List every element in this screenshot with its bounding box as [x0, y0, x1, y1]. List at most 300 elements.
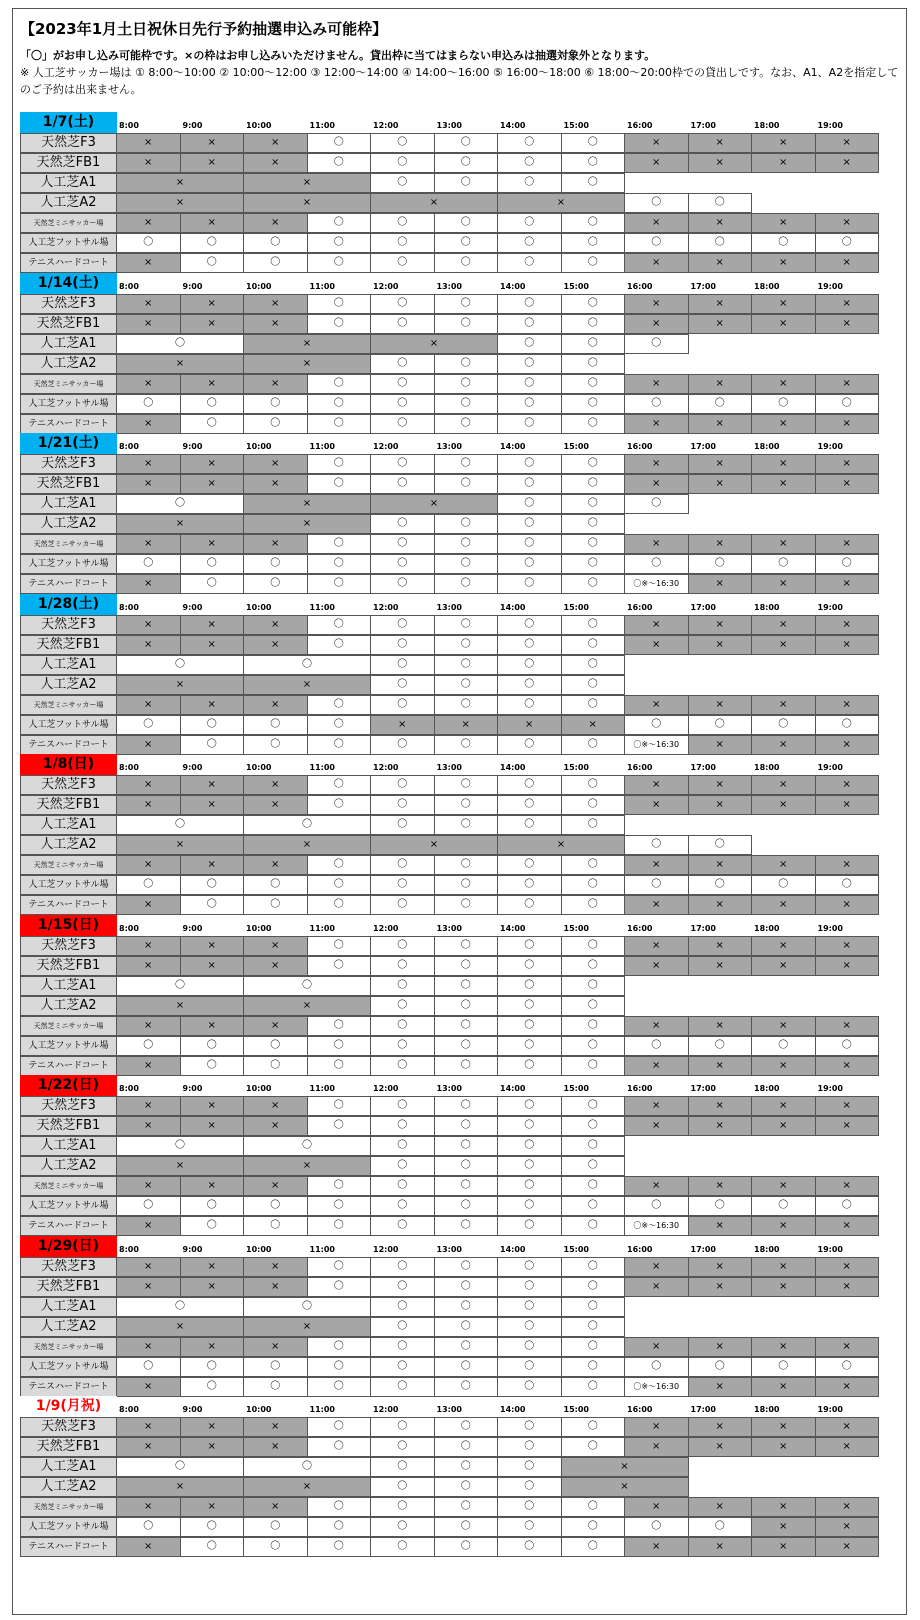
slot-available: 〇 — [434, 1357, 499, 1377]
slot-available: 〇 — [624, 1036, 689, 1056]
slot-unavailable: × — [624, 213, 689, 233]
slot-unavailable: × — [116, 534, 181, 554]
slot-available: 〇 — [370, 1036, 435, 1056]
time-label: 18:00 — [754, 763, 780, 772]
slot-available: 〇 — [434, 1457, 499, 1477]
slot-available: 〇 — [370, 795, 435, 815]
slot-unavailable: × — [751, 1377, 816, 1397]
slot-available: 〇 — [561, 1437, 626, 1457]
slot-available: 〇 — [307, 775, 372, 795]
facility-label: 人工芝A2 — [20, 514, 117, 534]
time-label: 14:00 — [500, 923, 526, 933]
facility-row — [20, 1497, 891, 1517]
slot-unavailable: × — [243, 514, 371, 534]
artificial-turf-note: ※ 人工芝サッカー場は ① 8:00～10:00 ② 10:00～12:00 ③ 12:00～14:00 ④ 14:00～16:00 ⑤ 16:00～18:00 ⑥ 18:00～20:00枠での貸出しです。なお、A1、A2を指定してのご予約は出来ません。 — [20, 66, 899, 96]
slot-available: 〇 — [307, 474, 372, 494]
time-label: 14:00 — [500, 1244, 526, 1254]
time-label: 17:00 — [690, 923, 716, 933]
time-label: 16:00 — [627, 763, 653, 772]
slot-available — [624, 1377, 689, 1397]
slot-unavailable: × — [180, 454, 245, 474]
day-table — [20, 754, 891, 910]
slot-available: 〇 — [497, 695, 562, 715]
slot-available: 〇 — [561, 1196, 626, 1216]
facility-label: 天然芝FB1 — [20, 1277, 117, 1297]
slot-unavailable: × — [243, 153, 308, 173]
day-table — [20, 273, 891, 429]
time-label: 12:00 — [373, 281, 399, 291]
slot-available: 〇 — [561, 454, 626, 474]
slot-available: 〇 — [243, 1377, 308, 1397]
slot-available: 〇 — [561, 635, 626, 655]
slot-available: 〇 — [307, 374, 372, 394]
slot-available: 〇 — [116, 715, 181, 735]
slot-available: 〇 — [370, 1016, 435, 1036]
tennis-time-note: 〇※～16:30 — [633, 739, 680, 749]
day-date-label: 1/15(日) — [20, 915, 117, 936]
slot-unavailable: × — [116, 314, 181, 334]
slot-unavailable: × — [751, 253, 816, 273]
facility-row — [20, 1457, 891, 1477]
slot-available: 〇 — [434, 615, 499, 635]
time-label: 17:00 — [690, 442, 716, 451]
slot-available: 〇 — [497, 1136, 562, 1156]
facility-label: 天然芝FB1 — [20, 1116, 117, 1136]
slot-available: 〇 — [434, 1096, 499, 1116]
slot-available: 〇 — [688, 394, 753, 414]
slot-available: 〇 — [434, 474, 499, 494]
slot-available: 〇 — [497, 675, 562, 695]
slot-available: 〇 — [243, 976, 371, 996]
slot-available: 〇 — [370, 735, 435, 755]
facility-label: 人工芝A1 — [20, 494, 117, 514]
time-label: 11:00 — [309, 442, 335, 451]
slot-available: 〇 — [243, 895, 308, 915]
slot-available: 〇 — [434, 655, 499, 675]
slot-unavailable: × — [751, 1257, 816, 1277]
day-date-label: 1/28(土) — [20, 594, 117, 615]
slot-unavailable: × — [815, 635, 880, 655]
slot-available: 〇 — [497, 815, 562, 835]
facility-label: 天然芝ミニサッカー場 — [20, 1497, 117, 1517]
day-table — [20, 1236, 891, 1392]
slot-available: 〇 — [307, 153, 372, 173]
facility-label: 人工芝A2 — [20, 675, 117, 695]
time-label: 12:00 — [373, 121, 399, 130]
time-label: 9:00 — [182, 442, 203, 451]
slot-unavailable: × — [243, 213, 308, 233]
slot-available: 〇 — [497, 936, 562, 956]
facility-row — [20, 635, 891, 655]
facility-label: テニスハードコート — [20, 1377, 117, 1397]
slot-unavailable: × — [815, 1417, 880, 1437]
slot-unavailable: × — [243, 1096, 308, 1116]
facility-row — [20, 1277, 891, 1297]
slot-available: 〇 — [243, 394, 308, 414]
slot-unavailable: × — [243, 354, 371, 374]
slot-unavailable: × — [243, 936, 308, 956]
slot-available: 〇 — [434, 775, 499, 795]
slot-available: 〇 — [815, 554, 880, 574]
slot-available: 〇 — [434, 1036, 499, 1056]
slot-unavailable: × — [624, 133, 689, 153]
slot-unavailable: × — [624, 253, 689, 273]
facility-label: 天然芝F3 — [20, 936, 117, 956]
slot-available: 〇 — [307, 956, 372, 976]
slot-available: 〇 — [434, 1257, 499, 1277]
time-label: 15:00 — [563, 121, 589, 130]
time-label: 19:00 — [817, 1405, 843, 1414]
slot-available: 〇 — [497, 956, 562, 976]
slot-available: 〇 — [307, 895, 372, 915]
slot-available: 〇 — [497, 354, 562, 374]
slot-available: 〇 — [497, 233, 562, 253]
slot-available: 〇 — [370, 534, 435, 554]
slot-unavailable: × — [116, 1216, 181, 1236]
slot-available: 〇 — [497, 1196, 562, 1216]
facility-label: 天然芝F3 — [20, 1096, 117, 1116]
slot-unavailable: × — [116, 1277, 181, 1297]
slot-unavailable: × — [751, 795, 816, 815]
slot-available: 〇 — [307, 554, 372, 574]
slot-unavailable: × — [815, 374, 880, 394]
time-label: 14:00 — [500, 602, 526, 612]
time-label: 19:00 — [817, 602, 843, 612]
slot-available: 〇 — [561, 615, 626, 635]
slot-unavailable: × — [751, 855, 816, 875]
slot-available: 〇 — [434, 1537, 499, 1557]
slot-unavailable: × — [688, 133, 753, 153]
facility-row — [20, 1317, 891, 1337]
slot-available: 〇 — [751, 554, 816, 574]
slot-available: 〇 — [180, 1517, 245, 1537]
time-label: 10:00 — [246, 923, 272, 933]
time-label: 10:00 — [246, 121, 272, 130]
slot-unavailable: × — [116, 1377, 181, 1397]
facility-label: 天然芝FB1 — [20, 314, 117, 334]
slot-available: 〇 — [434, 414, 499, 434]
facility-label: 天然芝ミニサッカー場 — [20, 1176, 117, 1196]
slot-unavailable: × — [243, 675, 371, 695]
slot-unavailable: × — [815, 1257, 880, 1277]
slot-unavailable: × — [180, 956, 245, 976]
facility-row — [20, 615, 891, 635]
slot-unavailable: × — [815, 855, 880, 875]
slot-available: 〇 — [561, 1096, 626, 1116]
slot-available: 〇 — [497, 1297, 562, 1317]
slot-unavailable: × — [180, 1176, 245, 1196]
slot-unavailable: × — [688, 936, 753, 956]
slot-available: 〇 — [434, 153, 499, 173]
slot-available: 〇 — [624, 1196, 689, 1216]
time-label: 15:00 — [563, 281, 589, 291]
slot-unavailable: × — [688, 454, 753, 474]
facility-row — [20, 354, 891, 374]
slot-available: 〇 — [307, 1216, 372, 1236]
slot-available: 〇 — [497, 1257, 562, 1277]
day-table — [20, 594, 891, 750]
slot-available: 〇 — [434, 554, 499, 574]
slot-available: 〇 — [243, 655, 371, 675]
slot-available: 〇 — [751, 715, 816, 735]
slot-available: 〇 — [561, 1257, 626, 1277]
slot-available: 〇 — [561, 1277, 626, 1297]
slot-available: 〇 — [497, 253, 562, 273]
slot-available: 〇 — [624, 1517, 689, 1537]
slot-unavailable: × — [815, 213, 880, 233]
slot-unavailable: × — [751, 1517, 816, 1537]
slot-available: 〇 — [307, 715, 372, 735]
slot-unavailable: × — [815, 1216, 880, 1236]
time-label: 9:00 — [182, 763, 203, 772]
slot-unavailable: × — [624, 1437, 689, 1457]
slot-available: 〇 — [116, 1457, 244, 1477]
slot-available: 〇 — [497, 133, 562, 153]
day-header — [20, 433, 891, 454]
slot-unavailable: × — [180, 635, 245, 655]
slot-available: 〇 — [561, 153, 626, 173]
slot-available: 〇 — [307, 574, 372, 594]
slot-unavailable: × — [180, 133, 245, 153]
slot-available: 〇 — [370, 574, 435, 594]
facility-row — [20, 1337, 891, 1357]
slot-available: 〇 — [434, 976, 499, 996]
slot-unavailable: × — [116, 514, 244, 534]
slot-unavailable: × — [815, 454, 880, 474]
slot-unavailable: × — [751, 615, 816, 635]
slot-available: 〇 — [180, 715, 245, 735]
slot-unavailable: × — [116, 253, 181, 273]
time-label: 10:00 — [246, 763, 272, 772]
slot-available: 〇 — [370, 414, 435, 434]
slot-unavailable: × — [624, 1056, 689, 1076]
slot-available: 〇 — [307, 233, 372, 253]
slot-unavailable: × — [815, 314, 880, 334]
slot-available: 〇 — [624, 875, 689, 895]
time-label: 12:00 — [373, 763, 399, 772]
slot-available: 〇 — [434, 394, 499, 414]
slot-unavailable: × — [688, 795, 753, 815]
slot-available: 〇 — [497, 1116, 562, 1136]
time-label: 13:00 — [436, 281, 462, 291]
slot-available: 〇 — [561, 895, 626, 915]
slot-available: 〇 — [116, 655, 244, 675]
slot-available: 〇 — [307, 1016, 372, 1036]
slot-available: 〇 — [815, 875, 880, 895]
slot-available: 〇 — [434, 294, 499, 314]
slot-available: 〇 — [370, 695, 435, 715]
slot-available: 〇 — [497, 1016, 562, 1036]
slot-available — [624, 735, 689, 755]
slot-unavailable: × — [751, 1176, 816, 1196]
slot-unavailable: × — [815, 956, 880, 976]
slot-unavailable: × — [815, 1377, 880, 1397]
slot-available: 〇 — [434, 1016, 499, 1036]
day-date-label: 1/9(月祝) — [20, 1396, 117, 1417]
slot-available: 〇 — [370, 895, 435, 915]
slot-unavailable: × — [116, 1337, 181, 1357]
time-label: 14:00 — [500, 1084, 526, 1093]
slot-available: 〇 — [624, 835, 689, 855]
slot-available: 〇 — [243, 414, 308, 434]
facility-row — [20, 795, 891, 815]
day-table — [20, 433, 891, 589]
facility-label: 天然芝FB1 — [20, 1437, 117, 1457]
slot-unavailable: × — [116, 173, 244, 193]
slot-available: 〇 — [497, 1216, 562, 1236]
slot-available: 〇 — [370, 1096, 435, 1116]
slot-available: 〇 — [116, 1196, 181, 1216]
slot-unavailable: × — [815, 1116, 880, 1136]
slot-available: 〇 — [370, 615, 435, 635]
time-label: 11:00 — [309, 602, 335, 612]
slot-unavailable: × — [688, 314, 753, 334]
slot-available: 〇 — [434, 675, 499, 695]
slot-available: 〇 — [561, 554, 626, 574]
slot-available: 〇 — [434, 1277, 499, 1297]
slot-available: 〇 — [497, 775, 562, 795]
slot-available: 〇 — [307, 635, 372, 655]
time-label: 18:00 — [754, 281, 780, 291]
facility-label: 天然芝ミニサッカー場 — [20, 695, 117, 715]
slot-unavailable: × — [116, 695, 181, 715]
slot-unavailable: × — [751, 133, 816, 153]
slot-unavailable: × — [243, 1477, 371, 1497]
slot-unavailable: × — [688, 635, 753, 655]
slot-unavailable: × — [624, 414, 689, 434]
time-label: 13:00 — [436, 121, 462, 130]
slot-available: 〇 — [307, 1096, 372, 1116]
facility-row — [20, 534, 891, 554]
slot-unavailable: × — [751, 635, 816, 655]
slot-available: 〇 — [688, 1517, 753, 1537]
slot-available: 〇 — [624, 554, 689, 574]
slot-available: 〇 — [307, 1036, 372, 1056]
facility-row — [20, 936, 891, 956]
slot-unavailable: × — [180, 314, 245, 334]
slot-unavailable: × — [434, 715, 499, 735]
slot-available: 〇 — [561, 173, 626, 193]
slot-unavailable: × — [688, 1377, 753, 1397]
slot-unavailable: × — [243, 334, 371, 354]
facility-row — [20, 1156, 891, 1176]
slot-unavailable: × — [624, 374, 689, 394]
slot-available: 〇 — [561, 1297, 626, 1317]
slot-unavailable: × — [116, 835, 244, 855]
slot-unavailable: × — [180, 615, 245, 635]
slot-unavailable: × — [116, 635, 181, 655]
slot-available: 〇 — [561, 574, 626, 594]
time-label: 17:00 — [690, 281, 716, 291]
slot-unavailable: × — [688, 1216, 753, 1236]
slot-available: 〇 — [561, 695, 626, 715]
slot-available: 〇 — [434, 996, 499, 1016]
day-date-label: 1/21(土) — [20, 433, 117, 454]
slot-unavailable: × — [243, 1437, 308, 1457]
slot-available: 〇 — [180, 574, 245, 594]
facility-row — [20, 715, 891, 735]
slot-available: 〇 — [307, 735, 372, 755]
time-label: 13:00 — [436, 602, 462, 612]
slot-unavailable: × — [243, 1277, 308, 1297]
slot-available: 〇 — [370, 1196, 435, 1216]
slot-unavailable: × — [116, 795, 181, 815]
slot-available: 〇 — [561, 1016, 626, 1036]
slot-available: 〇 — [370, 956, 435, 976]
slot-available: 〇 — [751, 1357, 816, 1377]
facility-label: 人工芝A2 — [20, 1317, 117, 1337]
time-label: 11:00 — [309, 281, 335, 291]
slot-unavailable: × — [751, 735, 816, 755]
slot-unavailable: × — [116, 1016, 181, 1036]
slot-available: 〇 — [434, 1156, 499, 1176]
slot-unavailable: × — [815, 795, 880, 815]
day-header — [20, 915, 891, 936]
slot-available: 〇 — [561, 795, 626, 815]
slot-available: 〇 — [751, 875, 816, 895]
slot-unavailable: × — [243, 795, 308, 815]
slot-available: 〇 — [307, 1517, 372, 1537]
slot-available: 〇 — [561, 1056, 626, 1076]
slot-unavailable: × — [624, 1096, 689, 1116]
slot-available: 〇 — [497, 173, 562, 193]
slot-unavailable: × — [624, 795, 689, 815]
slot-unavailable: × — [688, 1257, 753, 1277]
slot-available: 〇 — [307, 1497, 372, 1517]
facility-row — [20, 474, 891, 494]
slot-unavailable: × — [624, 1257, 689, 1277]
time-label: 17:00 — [690, 763, 716, 772]
slot-unavailable: × — [116, 615, 181, 635]
facility-label: 天然芝F3 — [20, 1257, 117, 1277]
facility-row — [20, 1537, 891, 1557]
slot-available: 〇 — [370, 1156, 435, 1176]
slot-available: 〇 — [497, 294, 562, 314]
slot-available: 〇 — [243, 1136, 371, 1156]
slot-available: 〇 — [116, 1357, 181, 1377]
slot-available: 〇 — [561, 354, 626, 374]
slot-available: 〇 — [751, 1036, 816, 1056]
slot-available: 〇 — [561, 1377, 626, 1397]
slot-unavailable: × — [180, 695, 245, 715]
slot-available: 〇 — [307, 1437, 372, 1457]
slot-unavailable: × — [243, 1016, 308, 1036]
slot-available: 〇 — [243, 1036, 308, 1056]
slot-available: 〇 — [561, 936, 626, 956]
slot-unavailable: × — [624, 153, 689, 173]
slot-available: 〇 — [561, 474, 626, 494]
slot-available: 〇 — [434, 875, 499, 895]
slot-unavailable: × — [116, 1096, 181, 1116]
slot-unavailable: × — [116, 294, 181, 314]
slot-available: 〇 — [370, 1176, 435, 1196]
day-date-label: 1/8(日) — [20, 754, 117, 775]
slot-unavailable: × — [751, 1116, 816, 1136]
time-label: 18:00 — [754, 923, 780, 933]
slot-available: 〇 — [561, 1176, 626, 1196]
slot-unavailable: × — [561, 1477, 689, 1497]
facility-row — [20, 213, 891, 233]
slot-available: 〇 — [497, 1337, 562, 1357]
slot-unavailable: × — [688, 1056, 753, 1076]
slot-available: 〇 — [561, 1417, 626, 1437]
slot-available: 〇 — [434, 454, 499, 474]
slot-available: 〇 — [497, 655, 562, 675]
slot-unavailable: × — [751, 414, 816, 434]
slot-available: 〇 — [307, 695, 372, 715]
slot-available: 〇 — [434, 1477, 499, 1497]
slot-unavailable: × — [751, 1096, 816, 1116]
